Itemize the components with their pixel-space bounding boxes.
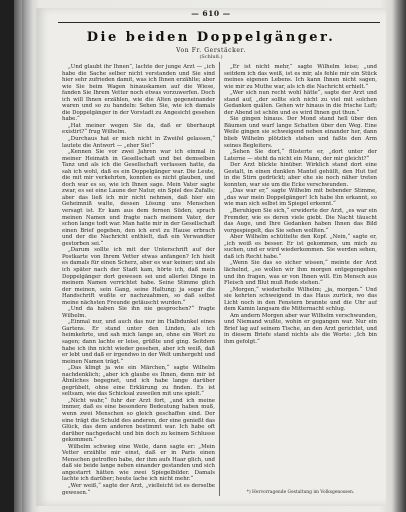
paragraph: Am andern Morgen aber war Wilhelm verschwunden, und Niemand wußte, wohin er gegangen war. Nur ein Brief lag auf seinem Tische, an den Arzt gerichtet, und in diesem Briefe stand nichts als die Worte: „Ich bin ihm gefolgt.“	[224, 312, 377, 345]
paragraph: „Wer sich nun recht wohl hätte“, sagte der Arzt und stand auf, „der sollte sich nicht zu viel mit solchen Gedanken quälen. Gehen wir hinaus in die frische Luft; der Abend ist schön und es wird Ihnen gut thun.“	[224, 90, 377, 116]
right-column	[224, 64, 377, 496]
paragraph: „Er ist nicht mehr,“ sagte Wilhelm leise; „und seitdem ich das weiß, ist es mir, als fehle mir ein Stück meines eigenen Lebens. Ich kann Ihnen nicht sagen, wie mir zu Muthe war, als ich die Nachricht erhielt.“	[224, 64, 377, 90]
paragraph: „Beruhigen Sie sich,“ erwiderte der Arzt, „es war ein Fremder, wie es deren viele giebt. Die Nacht täuscht das Auge, und Ihre Gedanken haben Ihnen das Bild vorgespiegelt, das Sie sehen wollten.“	[224, 208, 377, 234]
book-gutter	[14, 0, 22, 512]
paragraph: „Nicht wahr,“ fuhr der Arzt fort, „und ich meine immer, daß es eine besondere Bedeutung haben muß, wenn zwei Menschen so gleich geschaffen sind. Der eine trägt die Schuld des anderen, der eine genießt das Glück, das dem anderen bestimmt war. Ich habe oft darüber nachgedacht und bin doch zu keinem Schlusse gekommen.“	[62, 397, 215, 444]
paragraph: Wilhelm schwieg eine Weile, dann sagte er: „Mein Vetter erzählte mir einst, daß er in Paris einen Menschen getroffen habe, der ihm aufs Haar glich, und daß sie beide lange neben einander gestanden und sich angestarrt hätten wie zwei Spiegelbilder. Damals lachte ich darüber; heute lache ich nicht mehr.“	[62, 443, 215, 483]
footnote: *) Hervorragende Gestaltung im Volksgenossen.	[246, 490, 355, 495]
paragraph: „Morgen,“ wiederholte Wilhelm; „ja, morgen.“ Und sie kehrten schweigend in das Haus zurück, wo das Licht noch in den Fenstern brannte und die Uhr auf dem Kamin langsam die Mitternacht schlug.	[224, 286, 377, 313]
paragraph: „Kennen Sie vor zwei Jahren war ich einmal in meiner Heimath in Gesellschaft und bei demselben Tanz und als ich die Gesellschaft verlassen hatte, da sah ich wohl, daß es ein Doppelgänger war. Die Leute, die mit mir verkehrten, konnten es nicht glauben, und doch war es so, wie ich Ihnen sage. Mein Vater sagte zwar, es sei eine Laune der Natur, ein Spiel des Zufalls; aber das ließ ich mir nicht nehmen, daß hier ein Geheimniß walte, dessen Lösung uns Menschen versagt ist. Er kam aus dem fernen Süden, sprach meinen Namen und fragte nach meinem Vater, der schon lange todt war. Man hatte mir in der Gesellschaft einen Brief gegeben, den ich erst zu Hause erbrach und der die Nachricht enthielt, daß ein Verwandter gestorben sei.“	[62, 149, 215, 247]
paragraph: Aber Wilhelm schüttelte den Kopf. „Nein,“ sagte er, „ich weiß es besser. Er ist gekommen, um mich zu suchen, und er wird wiederkommen. Sie werden sehen, daß ich Recht habe.“	[224, 234, 377, 260]
continuation-note: (Schluß.)	[199, 54, 223, 60]
paragraph: Sie gingen hinaus. Der Mond stand hell über den Bäumen und warf lange Schatten über den Weg. Eine Weile gingen sie schweigend neben einander her, dann blieb Wilhelm plötzlich stehen und faßte den Arm seines Begleiters.	[224, 116, 377, 149]
paragraph: Der Arzt blickte hinüber. Wirklich stand dort eine Gestalt, in einen dunklen Mantel gehüllt, den Hut tief in die Stirn gedrückt; aber ehe sie noch näher treten konnten, war sie um die Ecke verschwunden.	[224, 162, 377, 188]
paragraph: „Wer weiß,“ sagte der Arzt, „vielleicht ist es derselbe gewesen.“	[62, 483, 215, 496]
article-title: Die beiden Doppelgänger.	[86, 30, 336, 45]
paragraph: „Das war er,“ sagte Wilhelm mit bebender Stimme, „das war mein Doppelgänger! Ich habe ihn erkannt, so wie man sich selbst im Spiegel erkennt.“	[224, 188, 377, 208]
paragraph: „Hat meiner wegen Sie da, daß er überhaupt existirt?“ frug Wilhelm.	[62, 122, 215, 136]
column-divider	[219, 62, 220, 496]
paragraph: „Wenn Sie das so sicher wissen,“ meinte der Arzt lächelnd, „so wollen wir ihm morgen entgegengehen und ihn fragen, was er von Ihnen will. Ein Mensch aus Fleisch und Blut muß Rede stehen.“	[224, 260, 377, 287]
paragraph: „Einmal nur, und auch das nur im Halbdunkel eines Gartens. Er stand unter den Linden, als ich heimkehrte, und sah mich lange an, ohne ein Wort zu sagen; dann lachte er leise, grüßte und ging. Seitdem habe ich ihn nicht wieder gesehen, aber ich weiß, daß er lebt und daß er irgendwo in der Welt umhergeht und meinen Namen trägt.“	[62, 319, 215, 365]
paragraph: „Darum sollte ich mit der Unterschrift auf der Postkarte von Ihrem Vetter etwas anfangen? Ich hielt es damals für einen Scherz, aber es war keiner; und als ich später nach der Stadt kam, hörte ich, daß mein Doppelgänger dort gewesen sei und allerlei Dinge in meinem Namen verrichtet habe. Seine Stimme glich der meinen, sein Gang, seine Haltung; ja sogar die Handschrift wußte er nachzuahmen, so daß selbst meine nächsten Freunde getäuscht wurden.“	[62, 247, 215, 306]
header-rule	[58, 22, 380, 23]
page-number: — 610 —	[191, 9, 231, 18]
article-author: Von Fr. Gerstäcker.	[176, 47, 246, 54]
paragraph: „Und da haben Sie ihn nie gesprochen?“ fragte Wilhelm.	[62, 306, 215, 319]
paragraph: „Das klingt ja wie ein Märchen,“ sagte Wilhelm nachdenklich; „aber ich glaube es Ihnen, denn mir ist Ähnliches begegnet, und ich habe lange darüber gegrübelt, ohne eine Erklärung zu finden. Es ist seltsam, wie das Schicksal zuweilen mit uns spielt.“	[62, 365, 215, 398]
book-binding	[0, 0, 14, 512]
paragraph: „Und glaubt ihr Ihnen“, lachte der junge Arzt — „ich habe die Sache selber nicht verstanden und Sie sind hier sehr zufrieden damit, was ich Ihnen erzählte; aber wie Sie beim Wagen hinauskamen auf die Wiese, fanden Sie Ihrem Vetter noch etwas vorzuwerfen. Doch ich will Ihnen erzählen, wie die Alten gegeneinander waren und so zu handeln: Sehen Sie, wie ich damals die Doppelgänger in der Vorstadt zu Angesicht gesehen habe.“	[62, 64, 215, 123]
paragraph: „Sehen Sie dort,“ flüsterte er, „dort unter der Laterne — steht da nicht ein Mann, der mir gleicht?“	[224, 149, 377, 162]
left-column	[62, 64, 215, 496]
paragraph: „Durchaus hat er mich nicht in Zweifel gelassen,“ lautete die Antwort — „eher Sie!“	[62, 136, 215, 149]
